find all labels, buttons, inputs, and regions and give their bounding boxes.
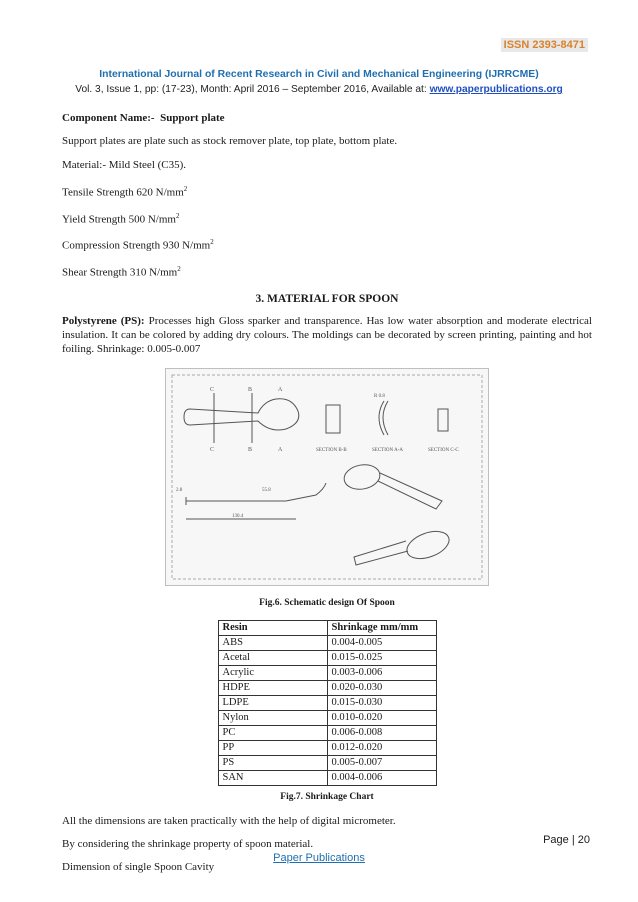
polystyrene-paragraph [62, 314, 592, 356]
spoon-3d-views [342, 462, 453, 565]
cell-shrinkage: 0.020-0.030 [327, 680, 436, 695]
header-shrinkage: Shrinkage mm/mm [327, 620, 436, 635]
spoon-top-view [184, 393, 299, 443]
table-row [218, 695, 436, 710]
yield-text: Yield Strength 500 N/mm [62, 213, 176, 226]
figure6-caption: Fig.6. Schematic design Of Spoon [259, 597, 395, 608]
material-label: Material:- [62, 159, 106, 171]
section-views [326, 401, 448, 435]
section-a-a-label: SECTION A-A [372, 447, 403, 453]
table-row [218, 710, 436, 725]
shrinkage-table [218, 620, 437, 786]
yield-strength [62, 209, 592, 227]
spoon-schematic-drawing [166, 369, 488, 585]
section-c-c-label: SECTION C-C [428, 447, 459, 453]
table-row [218, 635, 436, 650]
ps-label: Polystyrene (PS): [62, 314, 145, 327]
unit-exponent: 2 [177, 264, 181, 273]
component-description: Support plates are plate such as stock remover plate, top plate, bottom plate. [62, 135, 398, 147]
cell-resin: ABS [218, 635, 327, 650]
dim-130-4: 130.4 [232, 513, 244, 519]
unit-exponent: 2 [210, 238, 214, 247]
volume-text: Vol. 3, Issue 1, pp: (17-23), Month: April 2016 – September 2016, Available at: [75, 84, 430, 95]
cell-shrinkage: 0.012-0.020 [327, 740, 436, 755]
spoon-schematic-figure [165, 368, 489, 586]
label-c-top: C [210, 386, 215, 393]
material-value: Mild Steel (C35). [105, 159, 187, 171]
table-row [218, 770, 436, 785]
table-header-row [218, 620, 436, 635]
cell-shrinkage: 0.015-0.030 [327, 695, 436, 710]
ps-text: Processes high Gloss sparker and transparence. Has low water absorption and moderate electrical insulation. It can be colored by adding dry colours. The moldings can be decorated by screen printing, painting and hot foiling. Shrinkage: 0.005-0.007 [62, 314, 592, 355]
cell-shrinkage: 0.015-0.025 [327, 650, 436, 665]
shear-strength [62, 262, 592, 280]
page-content [62, 108, 592, 874]
body-line-2: By considering the shrinkage property of spoon material. [62, 837, 314, 850]
table-row [218, 740, 436, 755]
body-line-3: Dimension of single Spoon Cavity [62, 860, 215, 873]
cell-resin: PC [218, 725, 327, 740]
tensile-text: Tensile Strength 620 N/mm [62, 186, 184, 199]
cell-shrinkage: 0.004-0.006 [327, 770, 436, 785]
section-b-b-label: SECTION B-B [316, 447, 347, 453]
cell-resin: HDPE [218, 680, 327, 695]
drawing-border [172, 375, 482, 579]
table-row [218, 665, 436, 680]
cell-resin: Acrylic [218, 665, 327, 680]
compression-text: Compression Strength 930 N/mm [62, 239, 211, 252]
unit-exponent: 2 [175, 211, 180, 220]
cell-shrinkage: 0.005-0.007 [327, 755, 436, 770]
table-caption: Fig.7. Shrinkage Chart [280, 791, 374, 802]
unit-exponent: 2 [183, 185, 188, 193]
journal-url-link[interactable]: www.paperpublications.org [429, 84, 563, 95]
cell-shrinkage: 0.010-0.020 [327, 710, 436, 725]
cell-resin: Nylon [218, 710, 327, 725]
volume-info [0, 82, 638, 97]
table-row [218, 725, 436, 740]
label-a-bottom: A [278, 446, 283, 453]
journal-title: International Journal of Recent Research in Civil and Mechanical Engineering (IJRRCME) [99, 69, 539, 80]
spoon-side-view [186, 483, 326, 519]
shear-text: Shear Strength 310 N/mm [62, 266, 178, 279]
cell-resin: LDPE [218, 695, 327, 710]
body-line-1: All the dimensions are taken practically with the help of digital micrometer. [62, 814, 396, 827]
cell-shrinkage: 0.003-0.006 [327, 665, 436, 680]
publisher-link[interactable]: Paper Publications [273, 852, 365, 864]
dim-r08: R 0.8 [374, 393, 385, 399]
cell-resin: Acetal [218, 650, 327, 665]
tensile-strength [62, 182, 592, 200]
label-b-bottom: B [248, 446, 253, 453]
issn-badge: ISSN 2393-8471 [501, 38, 588, 52]
label-c-bottom: C [210, 446, 215, 453]
section-heading: 3. MATERIAL FOR SPOON [255, 292, 399, 305]
label-a-top: A [278, 386, 283, 393]
material-line [62, 158, 592, 172]
cell-resin: PS [218, 755, 327, 770]
cell-shrinkage: 0.004-0.005 [327, 635, 436, 650]
table-row [218, 650, 436, 665]
table-row [218, 680, 436, 695]
table-row [218, 755, 436, 770]
page-number: Page | 20 [543, 834, 590, 846]
component-label: Component Name:- [62, 112, 155, 124]
dim-2-8: 2.8 [176, 487, 183, 493]
label-b-top: B [248, 386, 253, 393]
component-value: Support plate [160, 112, 225, 124]
component-name [62, 111, 592, 125]
compression-strength [62, 235, 592, 253]
journal-header [0, 68, 638, 97]
cell-resin: SAN [218, 770, 327, 785]
cell-resin: PP [218, 740, 327, 755]
cell-shrinkage: 0.006-0.008 [327, 725, 436, 740]
header-resin: Resin [218, 620, 327, 635]
dim-55-8: 55.8 [262, 487, 271, 493]
